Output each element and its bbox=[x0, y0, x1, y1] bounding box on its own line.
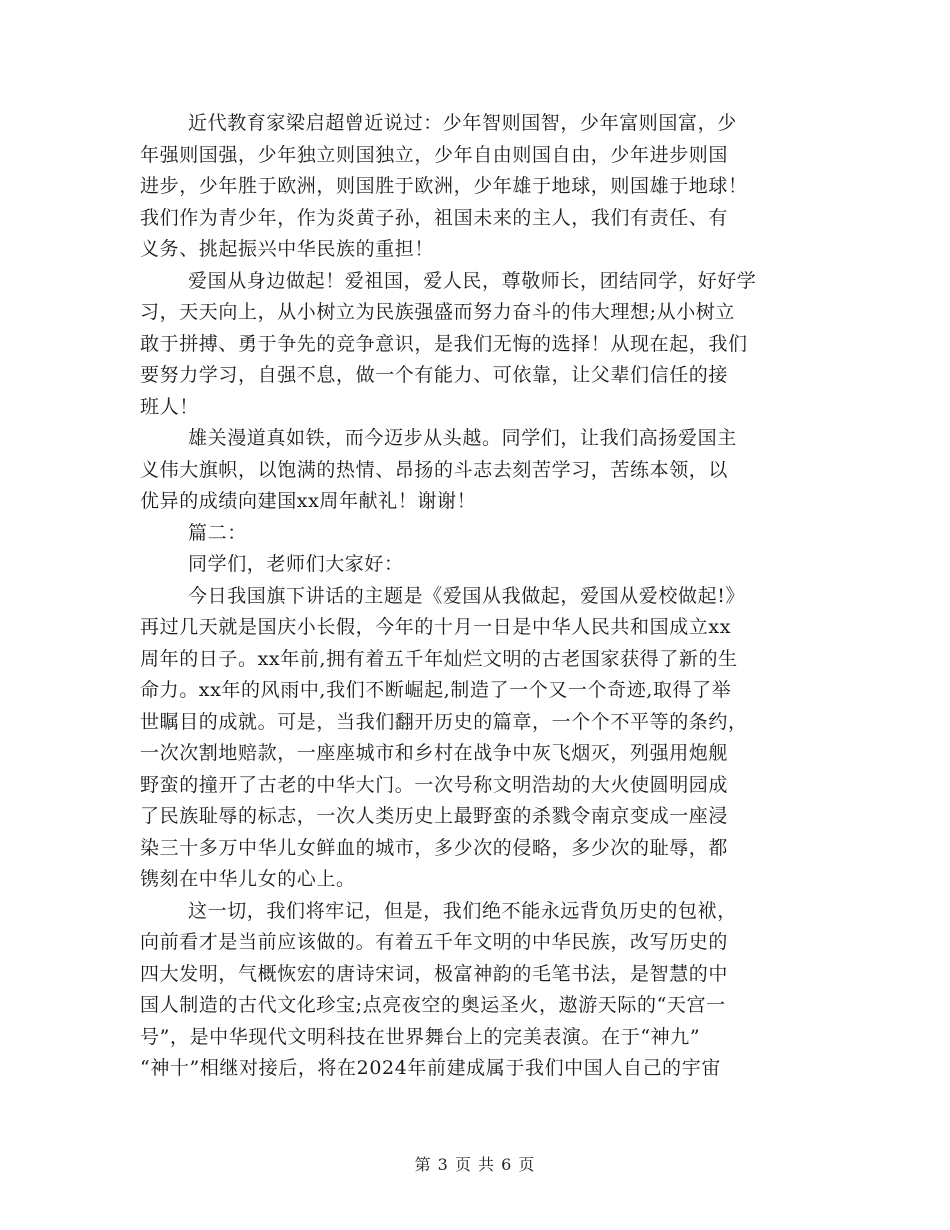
text-line: 号”，是中华现代文明科技在世界舞台上的完美表演。在于“神九” bbox=[140, 1025, 701, 1048]
text-line: 向前看才是当前应该做的。有着五千年文明的中华民族，改写历史的 bbox=[140, 931, 729, 953]
text-line: 年强则国强，少年独立则国独立，少年自由则国自由，少年进步则国 bbox=[140, 143, 729, 166]
text-line: 这一切，我们将牢记，但是，我们绝不能永远背负历史的包袱， bbox=[188, 899, 737, 922]
text-line: 周年的日子。xx年前,拥有着五千年灿烂文明的古老国家获得了新的生 bbox=[140, 647, 738, 670]
text-line: 要努力学习，自强不息，做一个有能力、可依靠，让父辈们信任的接 bbox=[140, 364, 729, 386]
text-line: 优异的成绩向建国xx周年献礼！谢谢！ bbox=[140, 490, 477, 512]
text-line: 一次次割地赔款，一座座城市和乡村在战争中灰飞烟灭，列强用炮舰 bbox=[140, 742, 729, 764]
text-line: 进步，少年胜于欧洲，则国胜于欧洲，少年雄于地球，则国雄于地球！ bbox=[140, 175, 748, 197]
text-line: 再过几天就是国庆小长假，今年的十月一日是中华人民共和国成立xx bbox=[140, 616, 732, 638]
text-line: 近代教育家梁启超曾近说过：少年智则国智，少年富则国富，少 bbox=[188, 112, 737, 134]
text-line: 染三十多万中华儿女鲜血的城市，多少次的侵略，多少次的耻辱，都 bbox=[140, 836, 729, 859]
text-line: 习，天天向上，从小树立为民族强盛而努力奋斗的伟大理想;从小树立 bbox=[140, 301, 736, 323]
text-line: 野蛮的撞开了古老的中华大门。一次号称文明浩劫的大火使圆明园成 bbox=[140, 773, 729, 796]
text-line: 义务、挑起振兴中华民族的重担！ bbox=[140, 238, 435, 260]
text-line: 四大发明，气概恢宏的唐诗宋词，极富神韵的毛笔书法，是智慧的中 bbox=[140, 962, 729, 985]
text-line: 了民族耻辱的标志，一次人类历史上最野蛮的杀戮令南京变成一座浸 bbox=[140, 805, 729, 827]
text-line: 班人！ bbox=[140, 395, 199, 418]
text-line: 雄关漫道真如铁，而今迈步从头越。同学们，让我们高扬爱国主 bbox=[188, 427, 737, 449]
text-line: 敢于拼搏、勇于争先的竞争意识，是我们无悔的选择！从现在起，我们 bbox=[140, 332, 748, 355]
text-line: 我们作为青少年，作为炎黄子孙，祖国未来的主人，我们有责任、有 bbox=[140, 206, 729, 229]
text-line: 国人制造的古代文化珍宝;点亮夜空的奥运圣火，遨游天际的“天宫一 bbox=[140, 994, 726, 1016]
greeting-line: 同学们，老师们大家好： bbox=[188, 553, 404, 575]
body-text bbox=[140, 108, 812, 1085]
text-line: 命力。xx年的风雨中,我们不断崛起,制造了一个又一个奇迹,取得了举 bbox=[140, 679, 732, 701]
text-line: 镌刻在中华儿女的心上。 bbox=[140, 868, 356, 890]
text-line: 义伟大旗帜，以饱满的热情、昂扬的斗志去刻苦学习，苦练本领，以 bbox=[140, 458, 729, 481]
page-footer: 第 3 页 共 6 页 bbox=[414, 1155, 536, 1174]
text-line: 今日我国旗下讲话的主题是《爱国从我做起，爱国从爱校做起!》 bbox=[188, 584, 746, 607]
section-heading: 篇二： bbox=[188, 521, 247, 544]
text-line: “神十”相继对接后，将在2024年前建成属于我们中国人自己的宇宙 bbox=[140, 1057, 721, 1079]
text-line: 爱国从身边做起！爱祖国，爱人民，尊敬师长，团结同学，好好学 bbox=[188, 269, 757, 292]
text-line: 世瞩目的成就。可是，当我们翻开历史的篇章，一个个不平等的条约， bbox=[140, 710, 748, 733]
